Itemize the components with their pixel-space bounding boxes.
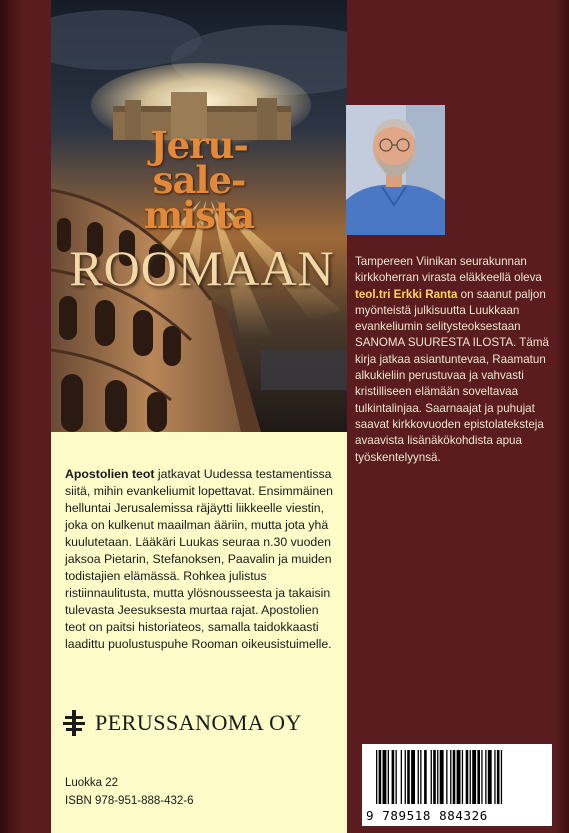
- description-body: jatkavat Uudessa testamentissa siitä, mihin evankeliumit lopettavat. Ensimmäinen helluntai Jerusalemissa räjäytti liikkeelle viestin, joka on kulkenut maailman ääriin, mutta jota yhä kuulutetaan. Lääkäri Luukas seuraa n.30 vuoden jaksoa Pietarin, Stefanoksen, Paavalin ja muiden todistajien elämässä. Rohkea julistus ristiinnaulitusta, mutta ylösnousseesta ja takaisin tulevasta Jeesuksesta murtaa rajat. Apostolien teot on paitsi historiateos, samalla taidokkaasti laadittu puolustuspuhe Rooman oikeusistuimelle.: [65, 467, 333, 651]
- barcode-bar: [383, 750, 387, 804]
- barcode-bar: [433, 750, 436, 804]
- bio-body: on saanut paljon myönteistä julkisuutta Luukkaan evankeliumin selitysteoksestaan SANOMA SUURESTA ILOSTA. Tämä kirja jatkaa asiantuntevaa, Raamatun alkukieliin perustuvaa ja vahvasti kristilliseen elämään soveltavaa tulkintalinjaa. Saarnaajat ja puhujat saavat kirkkovuoden epistolateksteja avaavista lisänäkökohdista apua työskentelyynsä.: [355, 287, 549, 464]
- barcode-bar: [396, 750, 397, 804]
- spine-shadow: [0, 0, 24, 833]
- barcode-bar: [440, 750, 444, 804]
- barcode-bar: [477, 750, 480, 804]
- barcode-bar: [407, 750, 410, 804]
- barcode-bar: [431, 750, 432, 804]
- barcode-bar: [472, 750, 476, 804]
- description-lead: Apostolien teot: [65, 467, 155, 481]
- cover-artwork: [51, 0, 347, 432]
- barcode-bar: [420, 750, 421, 804]
- barcode-bar: [497, 750, 500, 804]
- perussanoma-cross-logo-icon: [63, 710, 85, 736]
- barcode-bar: [376, 750, 377, 804]
- author-name: teol.tri Erkki Ranta: [355, 287, 458, 301]
- description-panel: [51, 432, 347, 833]
- author-portrait: [346, 105, 445, 235]
- barcode: [362, 744, 552, 826]
- barcode-bar: [411, 750, 415, 804]
- title-line: sale-: [152, 158, 246, 202]
- barcode-bar: [446, 750, 447, 804]
- barcode-bar: [405, 750, 406, 804]
- cover-title: [51, 123, 347, 297]
- barcode-bar: [457, 750, 461, 804]
- title-roomaan: ROOMAAN: [69, 240, 335, 296]
- barcode-bar: [392, 750, 395, 804]
- barcode-bar: [485, 750, 486, 804]
- isbn: ISBN 978-951-888-432-6: [65, 795, 194, 807]
- barcode-bar: [494, 750, 495, 804]
- author-photo: [346, 105, 445, 235]
- publisher: [63, 710, 302, 736]
- barcode-bar: [424, 750, 427, 804]
- barcode-bar: [453, 750, 456, 804]
- barcode-bar: [401, 750, 402, 804]
- barcode-bar: [501, 750, 502, 804]
- barcode-bar: [388, 750, 389, 804]
- barcode-bars: [362, 744, 552, 806]
- barcode-bar: [462, 750, 463, 804]
- author-bio: [355, 254, 555, 466]
- barcode-bar: [470, 750, 471, 804]
- barcode-bar: [418, 750, 419, 804]
- barcode-bar: [488, 750, 492, 804]
- book-description: [65, 466, 341, 653]
- bio-intro: Tampereen Viinikan seurakunnan kirkkoherran virasta eläkkeellä oleva: [355, 255, 542, 285]
- barcode-digits: 9 789518 884326: [366, 808, 488, 823]
- title-line: Jeru-: [150, 123, 248, 167]
- sea: [261, 350, 347, 390]
- barcode-bar: [450, 750, 451, 804]
- publisher-name: PERUSSANOMA OY: [95, 710, 302, 735]
- barcode-bar: [379, 750, 382, 804]
- cover-edge: [555, 0, 569, 833]
- classification: Luokka 22: [65, 777, 119, 789]
- barcode-bar: [466, 750, 469, 804]
- barcode-bar: [437, 750, 438, 804]
- barcode-bar: [481, 750, 482, 804]
- title-line: mista: [143, 193, 255, 237]
